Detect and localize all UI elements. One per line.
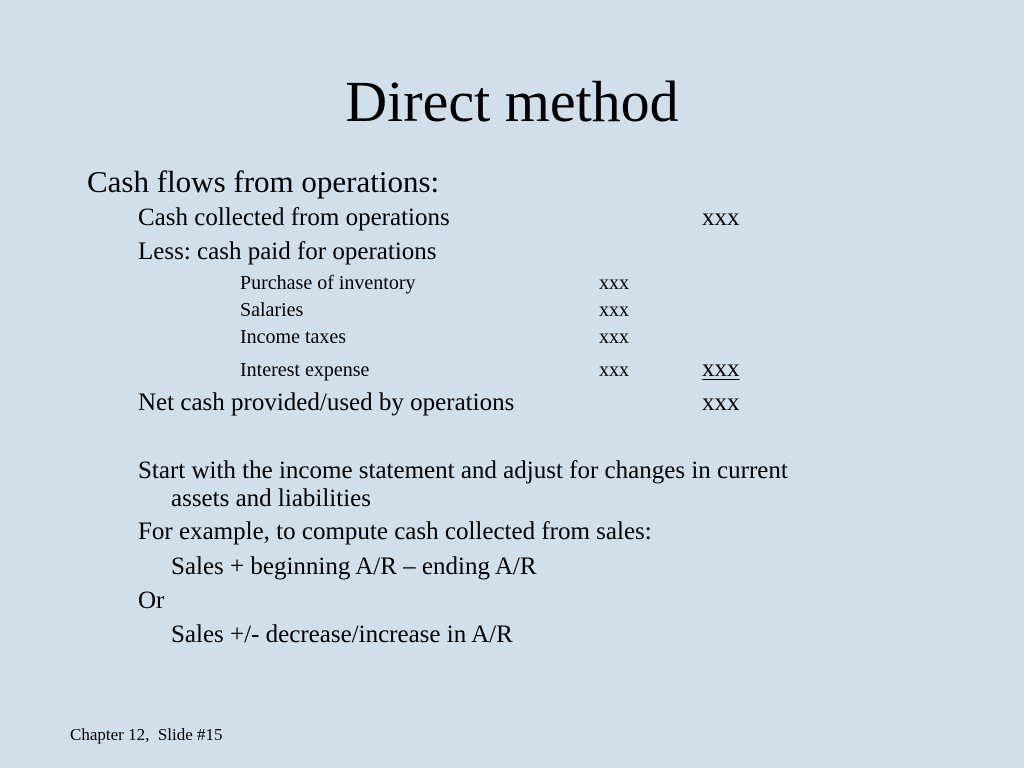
note-start-line1: Start with the income statement and adjust for changes in current bbox=[138, 457, 788, 484]
purchase-inventory-value: xxx bbox=[599, 272, 629, 294]
income-taxes-label: Income taxes bbox=[240, 326, 347, 348]
interest-expense-label: Interest expense bbox=[240, 359, 370, 381]
cash-collected-label: Cash collected from operations bbox=[138, 204, 450, 231]
cash-collected-value: xxx bbox=[702, 204, 740, 231]
note-start-line2: assets and liabilities bbox=[171, 485, 371, 512]
cash-paid-total-value: xxx bbox=[702, 355, 740, 382]
slide-footer: Chapter 12, Slide #15 bbox=[70, 725, 223, 744]
purchase-inventory-label: Purchase of inventory bbox=[240, 272, 416, 294]
less-cash-paid-label: Less: cash paid for operations bbox=[138, 238, 437, 265]
slide-title: Direct method bbox=[345, 69, 679, 134]
salaries-value: xxx bbox=[599, 299, 629, 321]
note-formula1: Sales + beginning A/R – ending A/R bbox=[171, 553, 537, 580]
section-heading: Cash flows from operations: bbox=[87, 164, 440, 199]
note-or: Or bbox=[138, 587, 165, 614]
salaries-label: Salaries bbox=[240, 299, 304, 321]
interest-expense-value: xxx bbox=[599, 359, 629, 381]
net-cash-value: xxx bbox=[702, 389, 740, 416]
note-formula2: Sales +/- decrease/increase in A/R bbox=[171, 621, 513, 648]
income-taxes-value: xxx bbox=[599, 326, 629, 348]
note-example: For example, to compute cash collected from sales: bbox=[138, 518, 652, 545]
net-cash-label: Net cash provided/used by operations bbox=[138, 389, 515, 416]
